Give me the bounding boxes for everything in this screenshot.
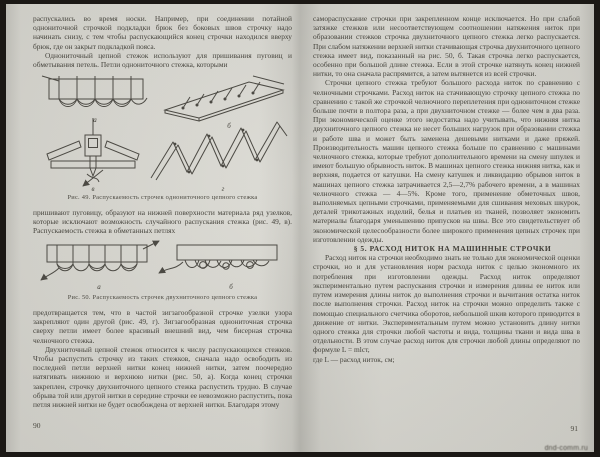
fig49-label-a: а [92, 116, 97, 125]
figure-49-illustration [37, 74, 289, 192]
site-watermark: dnd-comm.ru [544, 445, 588, 452]
paragraph: самораспускание строчки при закрепленном конце исключается. Но при слабой затяжке стежков или несоответствующем соотношении натяжения ниток при образовании стежков строчка двухниточного цепного стежка легко распускается. При слабом натяжении верхней нитки стачивающая строчка двухниточного цепного стежка имеет вид, показанный на рис. 50, б. Такая строчка легко распускается, особенно при большой длине стежка. Если в этой строчке натянуть конец нижней нитки, то она сначала распрямится, а затем вытянется из всей строчки. [313, 14, 580, 79]
fig50-sub-a [41, 241, 159, 280]
fig50-label-b: б [228, 283, 233, 292]
paragraph: пришивают пуговицу, образуют на нижней поверхности материала ряд узелков, которые исключают возможность случайного распускания стежка (рис. 49, в). Распускаемость стежка в обметанных петлях [33, 207, 292, 236]
left-page-number: 90 [33, 421, 41, 430]
figure-50 [33, 240, 292, 302]
paragraph: Двухниточный цепной стежок относится к числу распускающихся стежков. Чтобы распустить строчку из таких стежков, сначала надо освободить из последней петли верхней нитки конец нижней нитки, затем поочередно натягивать нижнюю и верхнюю нитки (рис. 50, а). Когда конец строчки закреплен, строчку двухниточного цепного стежка распустить трудно. В случае обрыва той или другой нитки в середине строчки ее невозможно распустить, пока петля нижней нитки не будет освобождена от верхней нитки. Благодаря этому [33, 344, 292, 410]
right-page [313, 14, 580, 430]
fig49-sub-a [42, 76, 147, 107]
figure-50-caption: Рис. 50. Распускаемость строчек двухниточного цепного стежка [67, 294, 258, 302]
paragraph: Строчки цепного стежка требуют большого расхода ниток по сравнению с челночными строчками. Расход ниток на стачивающую строчку цепного стежка по сравнению с такой же строчкой челночного переплетения при однониточном стежке больше почти в полтора раза, а при двухниточном стежке — более чем в два раза. При экономической оценке этого недостатка надо учитывать, что нижняя нитка двухниточного цепного стежка не несет больших нагрузок при образовании стежка и работе шва и может быть заменена дешевыми нитками и даже пряжей. Производительность машин цепного стежка больше по сравнению с машинами челночного стежка, которые требуют дополнительного времени на смену шпулек и имеют большую обрывность ниток. В машинах цепного стежка нижняя нитка, как и верхняя, подается от катушки. На смену катушек и ликвидацию обрывов ниток в машинах цепного стежка затрачивается 2,5—2,7% рабочего времени, а в машинах челночного стежка — 4—5%. Кроме того, применение обметочных швов, выполняемых цепными строчками, применяемыми для сшивания меховых шкурок, деталей трикотажных изделий, белья и платьев из тканей, позволяет экономить материалы благодаря уменьшению припусков на швы. Все это свидетельствует об экономической целесообразности более широкого применения цепных строчек при изготовлении одежды. [313, 78, 580, 244]
left-page [33, 14, 292, 426]
paragraph: распускались во время носки. Например, при соединении потайной однониточной строчкой подкладки брюк без боковых швов строчку надо начинать снизу, с тем чтобы распускающийся конец строчки находился вверху брюк, где он закрыт подкладкой пояса. [33, 14, 292, 51]
figure-49 [33, 74, 292, 202]
section-heading: § 5. РАСХОД НИТОК НА МАШИННЫЕ СТРОЧКИ [353, 244, 552, 254]
paper-spread [6, 4, 594, 452]
fig49-label-b: б [226, 122, 231, 131]
figure-50-illustration [37, 240, 289, 292]
paragraph: Однониточный цепной стежок используют для пришивания пуговиц и обметывания петель. Петли однониточного стежка, которыми [33, 50, 292, 70]
paragraph: Расход ниток на строчки необходимо знать не только для экономической оценки строчки, но и для установления норм расхода ниток с целью экономного их потребления при изготовлении одежды. Расход ниток определяют экспериментально путем распускания строчки и измерения длины ее ниток или путем измерения длины ниток до выполнения строчки и вычитания остатка ниток после выполнения строчки. Расход ниток на строчки можно определить также с помощью специального счетчика оборотов, небольшой шкив которого приводится в движение от нитки. Экспериментальным путем можно установить длину нитки одного стежка для строчки любой частоты и вида, толщины ткани и вида шва в отдельности. В этом случае расход ниток для строчки любой длины определяют по формуле L = mlст, [313, 253, 580, 355]
fig50-label-a: а [96, 283, 101, 292]
figure-49-caption: Рис. 49. Распускаемость строчек однониточного цепного стежка [67, 194, 258, 202]
fig49-sub-b [165, 76, 284, 121]
fig49-label-v: в [90, 185, 95, 193]
fig50-sub-b [159, 245, 277, 273]
fig49-label-g: г [221, 185, 224, 193]
fig49-sub-v [47, 118, 139, 186]
fig49-sub-g [151, 122, 287, 180]
formula-where-line: где L — расход ниток, см; [313, 354, 395, 364]
right-page-number: 91 [570, 424, 578, 433]
paragraph: предотвращается тем, что в частой зигзагообразной строчке узелки узора закрепляют один другой (рис. 49, г). Зигзагообразная однониточная строчка сверху петли имеет более красивый внешний вид, чем бисерная строчка челночного стежка. [33, 308, 292, 345]
